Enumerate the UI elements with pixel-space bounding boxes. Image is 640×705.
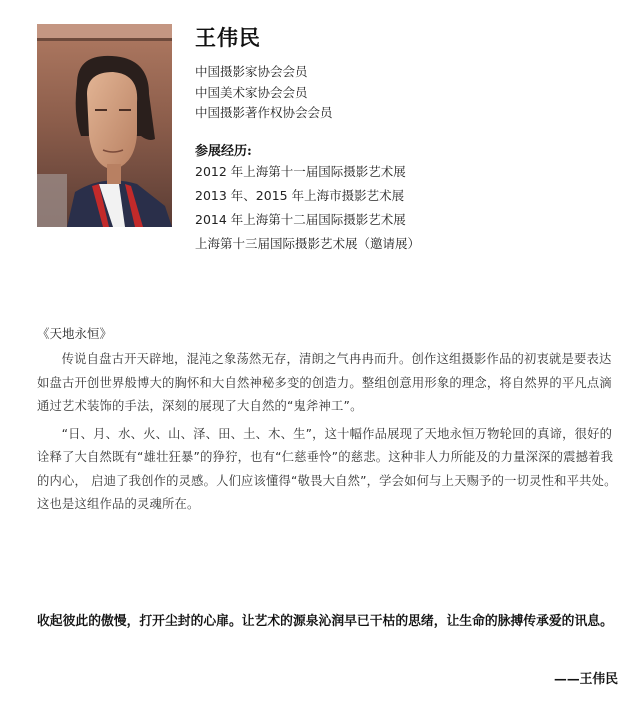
exhibition-list [195, 160, 420, 256]
article-title: 《天地永恒》 [37, 326, 113, 341]
exhibition-item: 2013 年、2015 年上海市摄影艺术展 [195, 188, 405, 203]
artist-name: 王伟民 [195, 26, 261, 50]
article-paragraph: 传说自盘古开天辟地，混沌之象荡然无存，清朗之气冉冉而升。创作这组摄影作品的初衷就是要表达如盘古开创世界般博大的胸怀和大自然神秘多变的创造力。整组创意用形象的理念，将自然界的平凡点滴通过艺术装饰的手法，深刻的展现了大自然的“鬼斧神工”。 [37, 352, 612, 413]
membership-list [195, 62, 333, 124]
closing-statement: 收起彼此的傲慢，打开尘封的心扉。让艺术的源泉沁润早已干枯的思绪，让生命的脉搏传承爱的讯息。 [37, 614, 613, 629]
exhibitions-heading: 参展经历: [195, 144, 252, 159]
membership-item: 中国美术家协会会员 [195, 84, 308, 100]
membership-item: 中国摄影著作权协会会员 [195, 105, 333, 120]
signature: ——王伟民 [554, 672, 618, 687]
article-paragraph: “日、月、水、火、山、泽、田、土、木、生”，这十幅作品展现了天地永恒万物轮回的真谛，很好的诠释了大自然既有“雄壮狂暴”的狰狞，也有“仁慈垂怜”的慈悲。这种非人力所能及的力量深深的震撼着我的内心， 启迪了我创作的灵感。人们应该懂得“敬畏大自然”，学会如何与上天赐予的一切灵性和平共处。这也是这组作品的灵魂所在。 [37, 426, 617, 511]
exhibition-item: 上海第十三届国际摄影艺术展（邀请展） [195, 236, 421, 251]
membership-item: 中国摄影家协会会员 [195, 64, 308, 79]
article [37, 324, 622, 521]
portrait-photo [37, 24, 172, 227]
artist-portrait [37, 24, 172, 227]
exhibition-item: 2012 年上海第十一届国际摄影艺术展 [195, 164, 406, 179]
exhibition-item: 2014 年上海第十二届国际摄影艺术展 [195, 212, 406, 227]
